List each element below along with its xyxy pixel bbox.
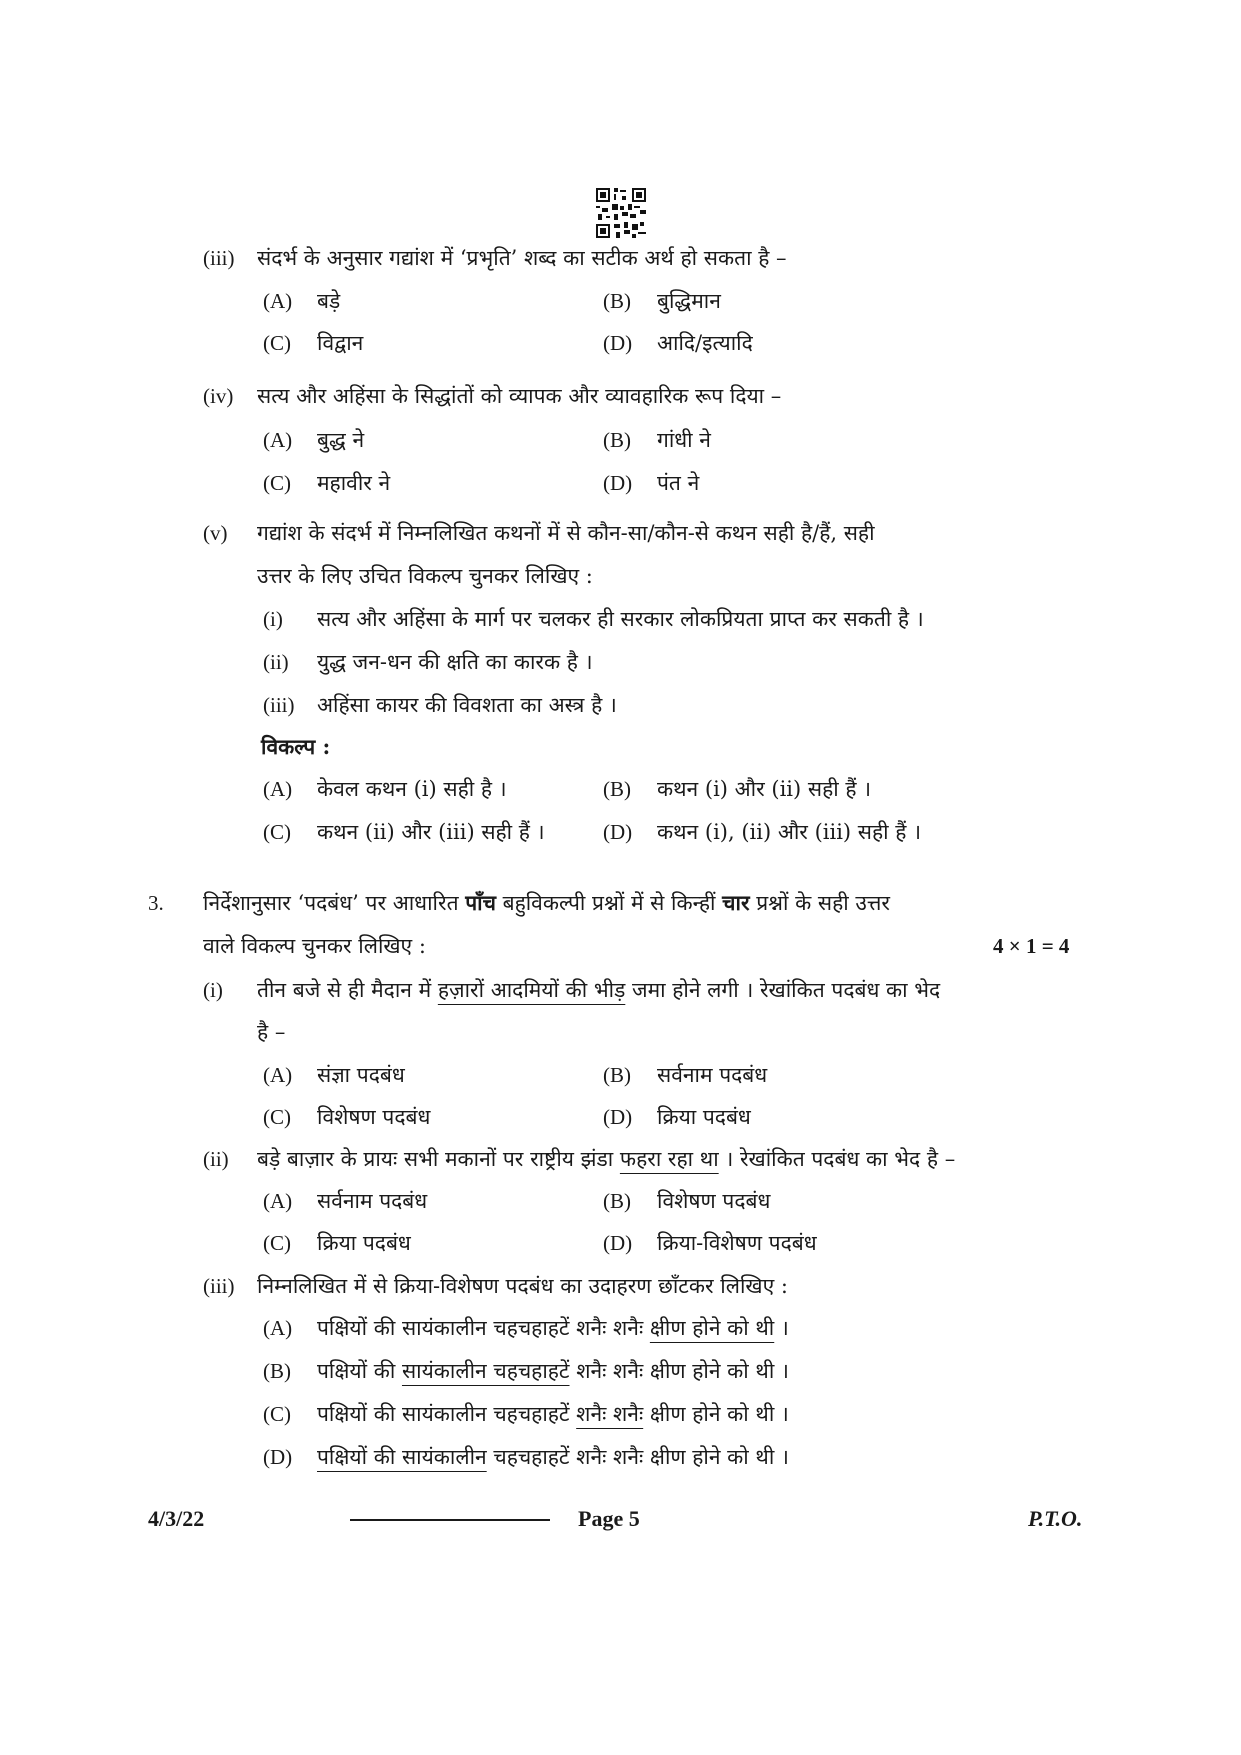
question-number: (i) xyxy=(203,978,223,1002)
option-label: (A) xyxy=(263,289,293,313)
option-label: (D) xyxy=(603,471,633,495)
vikalp-heading: विकल्प : xyxy=(261,734,331,759)
question-text: सत्य और अहिंसा के सिद्धांतों को व्यापक और व्यावहारिक रूप दिया – xyxy=(257,384,782,408)
option-label: (A) xyxy=(263,428,293,452)
option-label: (B) xyxy=(263,1359,291,1383)
underlined-phrase: हज़ारों आदमियों की भीड़ xyxy=(437,978,626,1002)
option-text: विशेषण पदबंध xyxy=(317,1105,431,1129)
statement-text: सत्य और अहिंसा के मार्ग पर चलकर ही सरकार लोकप्रियता प्राप्त कर सकती है । xyxy=(317,607,924,631)
statement-label: (ii) xyxy=(263,650,289,674)
option-text: केवल कथन (i) सही है । xyxy=(317,777,507,801)
question-number: (iv) xyxy=(203,384,234,408)
option-label: (B) xyxy=(603,1189,631,1213)
question-text: बड़े बाज़ार के प्रायः सभी मकानों पर राष्ट्रीय झंडा फहरा रहा था । रेखांकित पदबंध का भेद है – xyxy=(257,1147,956,1171)
underlined-phrase: सायंकालीन चहचहाहटें xyxy=(401,1359,570,1383)
option-text: संज्ञा पदबंध xyxy=(317,1063,405,1087)
option-label: (D) xyxy=(603,1105,633,1129)
question-text: है – xyxy=(257,1020,286,1044)
option-label: (D) xyxy=(603,820,633,844)
question-number: (ii) xyxy=(203,1147,229,1171)
question-text: संदर्भ के अनुसार गद्यांश में ‘प्रभृति’ शब्द का सटीक अर्थ हो सकता है – xyxy=(257,246,787,270)
option-text: विद्वान xyxy=(317,331,364,355)
option-label: (C) xyxy=(263,471,291,495)
page-number: Page 5 xyxy=(578,1506,640,1531)
option-label: (A) xyxy=(263,777,293,801)
underlined-phrase: पक्षियों की सायंकालीन xyxy=(317,1445,487,1469)
option-label: (C) xyxy=(263,1402,291,1426)
marks: 4 × 1 = 4 xyxy=(993,934,1070,958)
option-label: (A) xyxy=(263,1189,293,1213)
option-text: पंत ने xyxy=(657,471,700,495)
option-text: पक्षियों की सायंकालीन चहचहाहटें शनैः शनैः क्षीण होने को थी । xyxy=(317,1402,789,1426)
underlined-phrase: क्षीण होने को थी xyxy=(649,1316,775,1340)
option-text: बड़े xyxy=(317,289,341,313)
paper-code: 4/3/22 xyxy=(148,1506,205,1531)
statement-label: (i) xyxy=(263,607,283,631)
qr-code-icon xyxy=(596,188,646,238)
question-text: तीन बजे से ही मैदान में हज़ारों आदमियों की भीड़ जमा होने लगी । रेखांकित पदबंध का भेद xyxy=(257,978,941,1002)
option-text: कथन (ii) और (iii) सही हैं । xyxy=(317,820,545,844)
option-text: कथन (i) और (ii) सही हैं । xyxy=(657,777,872,801)
option-text: पक्षियों की सायंकालीन चहचहाहटें शनैः शनैः क्षीण होने को थी । xyxy=(317,1445,789,1469)
option-text: पक्षियों की सायंकालीन चहचहाहटें शनैः शनैः क्षीण होने को थी । xyxy=(317,1316,789,1340)
option-text: क्रिया पदबंध xyxy=(657,1105,751,1129)
underlined-phrase: शनैः शनैः xyxy=(576,1402,644,1426)
option-label: (B) xyxy=(603,777,631,801)
option-label: (B) xyxy=(603,289,631,313)
question-number: (iii) xyxy=(203,246,235,270)
question-text: उत्तर के लिए उचित विकल्प चुनकर लिखिए : xyxy=(257,564,593,588)
option-text: क्रिया पदबंध xyxy=(317,1231,411,1255)
option-text: सर्वनाम पदबंध xyxy=(657,1063,768,1087)
question-text: गद्यांश के संदर्भ में निम्नलिखित कथनों में से कौन-सा/कौन-से कथन सही है/हैं, सही xyxy=(257,521,875,545)
option-label: (D) xyxy=(603,1231,633,1255)
option-text: गांधी ने xyxy=(657,428,711,452)
option-label: (D) xyxy=(263,1445,293,1469)
option-label: (A) xyxy=(263,1316,293,1340)
option-text: विशेषण पदबंध xyxy=(657,1189,771,1213)
option-text: महावीर ने xyxy=(317,471,391,495)
option-label: (C) xyxy=(263,1105,291,1129)
statement-label: (iii) xyxy=(263,693,295,717)
option-text: क्रिया-विशेषण पदबंध xyxy=(657,1231,817,1255)
option-label: (B) xyxy=(603,428,631,452)
option-label: (C) xyxy=(263,820,291,844)
underlined-phrase: फहरा रहा था xyxy=(619,1147,719,1171)
question-number: 3. xyxy=(148,891,164,915)
option-label: (A) xyxy=(263,1063,293,1087)
question-text: वाले विकल्प चुनकर लिखिए : xyxy=(203,934,426,958)
option-text: आदि/इत्यादि xyxy=(657,331,753,355)
option-text: बुद्धिमान xyxy=(657,289,721,313)
option-text: सर्वनाम पदबंध xyxy=(317,1189,428,1213)
question-number: (v) xyxy=(203,521,228,545)
question-number: (iii) xyxy=(203,1274,235,1298)
question-text: निम्नलिखित में से क्रिया-विशेषण पदबंध का उदाहरण छाँटकर लिखिए : xyxy=(257,1274,788,1298)
option-label: (B) xyxy=(603,1063,631,1087)
pto-label: P.T.O. xyxy=(1028,1506,1083,1531)
statement-text: युद्ध जन-धन की क्षति का कारक है । xyxy=(317,650,593,674)
option-label: (D) xyxy=(603,331,633,355)
option-text: कथन (i), (ii) और (iii) सही हैं । xyxy=(657,820,922,844)
option-label: (C) xyxy=(263,331,291,355)
option-text: बुद्ध ने xyxy=(317,428,365,452)
footer-divider xyxy=(350,1519,550,1521)
option-text: पक्षियों की सायंकालीन चहचहाहटें शनैः शनैः क्षीण होने को थी । xyxy=(317,1359,789,1383)
statement-text: अहिंसा कायर की विवशता का अस्त्र है । xyxy=(317,693,617,717)
question-text: निर्देशानुसार ‘पदबंध’ पर आधारित पाँच बहुविकल्पी प्रश्नों में से किन्हीं चार प्रश्नों के सही उत्तर xyxy=(203,890,891,915)
option-label: (C) xyxy=(263,1231,291,1255)
